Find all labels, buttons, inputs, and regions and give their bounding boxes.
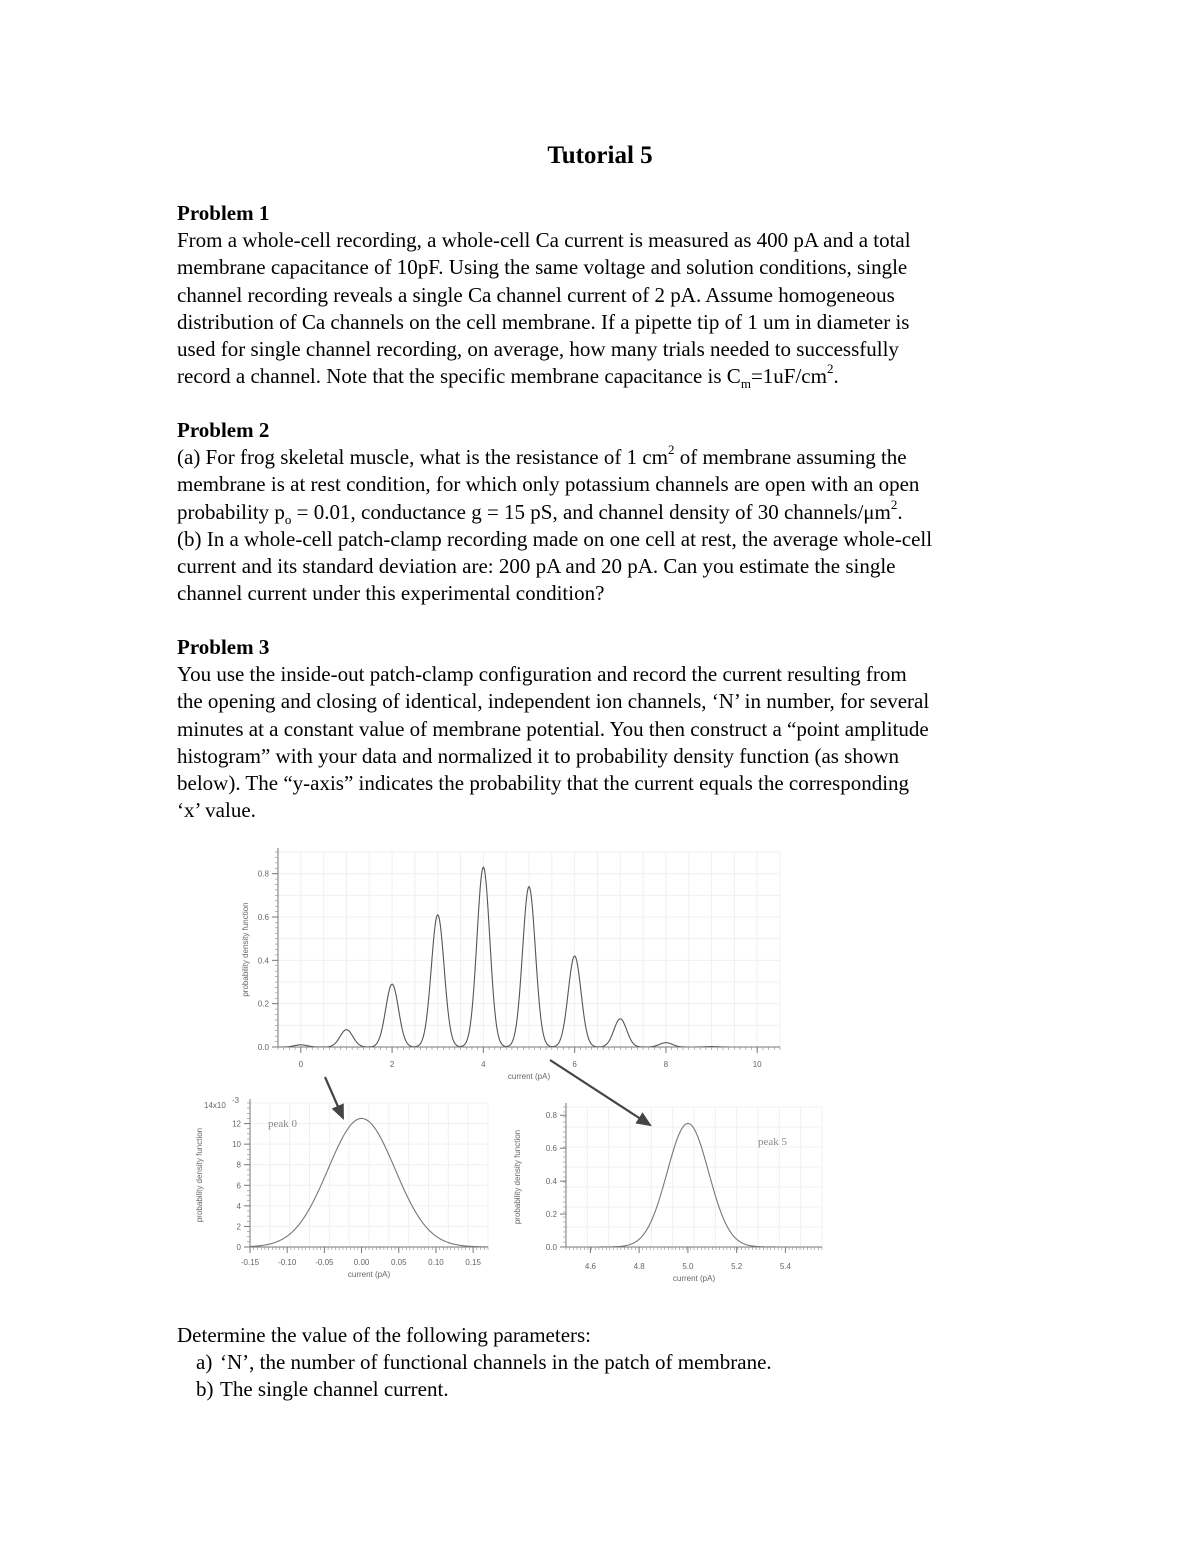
problem-1	[177, 200, 1037, 390]
y-tick-label: 6	[236, 1181, 241, 1191]
problem-1-line: channel recording reveals a single Ca channel current of 2 pA. Assume homogeneous	[177, 282, 895, 307]
question-marker: a)	[196, 1350, 213, 1375]
x-tick-label: 8	[663, 1060, 669, 1069]
problem-2-heading: Problem 2	[177, 418, 270, 442]
subscript: o	[284, 511, 292, 527]
question-item	[177, 1376, 1037, 1403]
peak-5-annotation: peak 5	[758, 1136, 788, 1148]
y-tick-label: 0.6	[545, 1144, 557, 1154]
question-marker: b)	[196, 1377, 214, 1402]
question-item	[177, 1349, 1037, 1376]
y-tick-label: 0.2	[545, 1210, 557, 1220]
problem-1-line: From a whole-cell recording, a whole-cell Ca current is measured as 400 pA and a total	[177, 228, 911, 253]
problem-1-heading: Problem 1	[177, 201, 270, 225]
y-tick-label: 2	[236, 1222, 241, 1232]
y-tick-label: 0.2	[257, 999, 269, 1009]
text-run: (a) For frog skeletal muscle, what is the resistance of 1 cm	[177, 445, 669, 470]
x-tick-label: -0.05	[315, 1258, 334, 1267]
x-tick-label: 0.15	[465, 1258, 481, 1267]
x-axis-title: current (pA)	[507, 1072, 551, 1081]
superscript: 2	[826, 361, 834, 377]
y-axis-title: probability density function	[195, 1127, 204, 1223]
problem-3-line: the opening and closing of identical, independent ion channels, ‘N’ in number, for several	[177, 689, 930, 714]
question-text: ‘N’, the number of functional channels in the patch of membrane.	[220, 1350, 772, 1375]
y-axis-title: probability density function	[513, 1129, 522, 1225]
text-run: .	[897, 499, 903, 524]
y-tick-label: 12	[232, 1119, 241, 1129]
x-axis-title: current (pA)	[347, 1270, 391, 1279]
histogram-figure	[190, 840, 840, 1300]
problem-3	[177, 634, 1037, 824]
problem-1-line: distribution of Ca channels on the cell membrane. If a pipette tip of 1 um in diameter is	[177, 309, 910, 334]
main-histogram-chart	[241, 848, 780, 1081]
page-title: Tutorial 5	[547, 142, 653, 169]
problem-3-line: histogram” with your data and normalized it to probability density function (as shown	[177, 743, 900, 768]
x-tick-label: 0	[298, 1060, 304, 1069]
problem-3-line: minutes at a constant value of membrane potential. You then construct a “point amplitude	[177, 716, 929, 741]
y-exponent-label: 14x10	[204, 1101, 226, 1110]
y-axis-title: probability density function	[241, 902, 250, 997]
x-tick-label: 0.05	[390, 1258, 407, 1267]
questions	[177, 1322, 1037, 1404]
problem-2	[177, 417, 1037, 607]
x-tick-label: 4.8	[633, 1262, 645, 1271]
x-tick-label: 4.6	[584, 1262, 596, 1271]
problem-1-line: used for single channel recording, on average, how many trials needed to successfully	[177, 337, 899, 362]
y-tick-label: 0.0	[545, 1243, 557, 1252]
y-tick-label: 4	[236, 1201, 241, 1211]
y-tick-label: 0.4	[545, 1177, 557, 1187]
x-tick-label: -0.15	[240, 1258, 260, 1267]
x-tick-label: 2	[389, 1060, 395, 1069]
superscript: 2	[668, 442, 675, 458]
superscript: 2	[890, 496, 898, 512]
problem-2-line	[177, 496, 1037, 527]
y-tick-label: 0.0	[257, 1043, 269, 1052]
x-tick-label: 0.00	[353, 1258, 370, 1267]
y-tick-label: 0.8	[257, 869, 269, 879]
problem-3-heading: Problem 3	[177, 635, 270, 659]
x-tick-label: 5.0	[682, 1262, 694, 1271]
peak-0-annotation: peak 0	[268, 1118, 298, 1130]
x-tick-label: -0.10	[278, 1258, 297, 1267]
text-run: = 0.01, conductance g = 15 pS, and channel density of 30 channels/μm	[291, 499, 891, 524]
problem-3-line: You use the inside-out patch-clamp configuration and record the current resulting from	[177, 662, 907, 687]
text-run: .	[833, 364, 839, 389]
subscript: m	[740, 376, 751, 392]
y-tick-label: 0.6	[257, 913, 269, 922]
x-tick-label: 5.2	[731, 1262, 743, 1271]
peak-5-chart	[513, 1103, 822, 1283]
x-tick-label: 5.4	[779, 1262, 791, 1271]
x-tick-label: 6	[572, 1060, 577, 1069]
x-tick-label: 4	[481, 1060, 486, 1069]
problem-2-line: channel current under this experimental condition?	[177, 581, 605, 606]
questions-intro: Determine the value of the following parameters:	[177, 1323, 592, 1347]
x-tick-label: 0.10	[428, 1258, 444, 1267]
problem-2-line	[177, 444, 1037, 471]
problem-2-line: current and its standard deviation are: 200 pA and 20 pA. Can you estimate the single	[177, 554, 896, 579]
problem-3-line: ‘x’ value.	[177, 798, 256, 823]
problem-2-line: (b) In a whole-cell patch-clamp recording made on one cell at rest, the average whole-cell	[177, 526, 933, 551]
question-text: The single channel current.	[220, 1377, 449, 1402]
problem-1-line	[177, 363, 1037, 390]
y-tick-label: 0.8	[545, 1111, 557, 1121]
text-run: probability p	[177, 499, 285, 524]
y-exponent-superscript: -3	[232, 1096, 240, 1105]
problem-2-line: membrane is at rest condition, for which only potassium channels are open with an open	[177, 472, 920, 497]
text-run: of membrane assuming the	[674, 445, 907, 470]
text-run: =1uF/cm	[750, 364, 827, 389]
y-tick-label: 8	[236, 1160, 241, 1170]
x-tick-label: 10	[752, 1060, 762, 1069]
problem-1-line: membrane capacitance of 10pF. Using the same voltage and solution conditions, single	[177, 255, 908, 280]
arrow-to-peak-0	[325, 1077, 343, 1118]
y-tick-label: 0.4	[257, 956, 269, 966]
y-tick-label: 10	[232, 1140, 241, 1150]
text-run: record a channel. Note that the specific membrane capacitance is C	[177, 364, 741, 389]
peak-0-chart	[195, 1096, 488, 1279]
problem-3-line: below). The “y-axis” indicates the probability that the current equals the corresponding	[177, 771, 910, 796]
x-axis-title: current (pA)	[672, 1274, 716, 1283]
question-list	[177, 1349, 1037, 1403]
y-tick-label: 0	[236, 1243, 241, 1252]
